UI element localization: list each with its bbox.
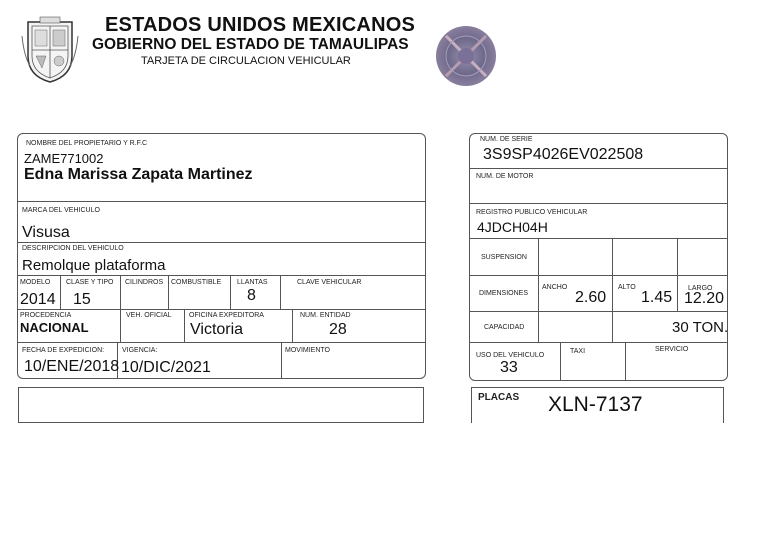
model-value: 2014: [20, 291, 56, 308]
origin-value: NACIONAL: [20, 320, 89, 335]
issuing-office-value: Victoria: [190, 321, 244, 338]
service-label: SERVICIO: [655, 346, 689, 353]
issuing-office-label: OFICINA EXPEDITORA: [189, 312, 264, 319]
issue-date-label: FECHA DE EXPEDICION:: [22, 347, 105, 354]
coat-of-arms-icon: [20, 16, 80, 84]
country-title: ESTADOS UNIDOS MEXICANOS: [105, 14, 416, 36]
state-government-title: GOBIERNO DEL ESTADO DE TAMAULIPAS: [92, 36, 409, 53]
height-label: ALTO: [618, 284, 636, 291]
width-label: ANCHO: [542, 284, 568, 291]
entity-number-label: NUM. ENTIDAD: [300, 312, 351, 319]
capacity-value: 30 TON.: [672, 319, 729, 336]
brand-value: Visusa: [22, 224, 70, 241]
serial-number-value: 3S9SP4026EV022508: [483, 146, 644, 163]
blank-field-box: [18, 387, 424, 423]
tires-label: LLANTAS: [237, 279, 268, 286]
capacity-label: CAPACIDAD: [484, 324, 525, 331]
owner-label: NOMBRE DEL PROPIETARIO Y R.F.C: [26, 140, 148, 147]
owner-rfc: ZAME771002: [24, 151, 104, 166]
entity-number-value: 28: [329, 321, 347, 338]
class-label: CLASE Y TIPO: [66, 279, 114, 286]
taxi-label: TAXI: [570, 348, 586, 355]
validity-label: VIGENCIA:: [122, 347, 158, 354]
dimensions-label: DIMENSIONES: [479, 290, 529, 297]
motor-number-label: NUM. DE MOTOR: [476, 173, 534, 180]
vehicle-use-value: 33: [500, 359, 518, 376]
brand-label: MARCA DEL VEHICULO: [22, 207, 100, 214]
movement-label: MOVIMIENTO: [285, 347, 330, 354]
hologram-seal-icon: [434, 24, 498, 88]
description-label: DESCRIPCION DEL VEHICULO: [22, 245, 124, 252]
owner-name: Edna Marissa Zapata Martinez: [24, 166, 253, 183]
serial-number-label: NUM. DE SERIE: [480, 136, 533, 143]
length-label: LARGO: [688, 285, 713, 292]
description-value: Remolque plataforma: [22, 257, 166, 274]
vehicle-key-label: CLAVE VEHICULAR: [297, 279, 362, 286]
plates-label: PLACAS: [478, 392, 520, 403]
official-vehicle-label: VEH. OFICIAL: [126, 312, 172, 319]
cylinders-label: CILINDROS: [125, 279, 164, 286]
height-value: 1.45: [641, 289, 673, 306]
registry-label: REGISTRO PUBLICO VEHICULAR: [476, 209, 588, 216]
fuel-label: COMBUSTIBLE: [171, 279, 222, 286]
card-type-title: TARJETA DE CIRCULACION VEHICULAR: [141, 55, 351, 67]
suspension-label: SUSPENSION: [481, 254, 527, 261]
issue-date-value: 10/ENE/2018: [24, 358, 120, 375]
tires-value: 8: [247, 287, 256, 304]
registry-value: 4JDCH04H: [477, 219, 548, 235]
origin-label: PROCEDENCIA: [20, 312, 72, 319]
plates-value: XLN-7137: [548, 393, 643, 416]
validity-value: 10/DIC/2021: [121, 359, 211, 376]
vehicle-use-label: USO DEL VEHICULO: [476, 352, 545, 359]
class-value: 15: [73, 291, 91, 308]
model-label: MODELO: [20, 279, 51, 286]
length-value: 12.20: [684, 290, 725, 307]
width-value: 2.60: [575, 289, 607, 306]
